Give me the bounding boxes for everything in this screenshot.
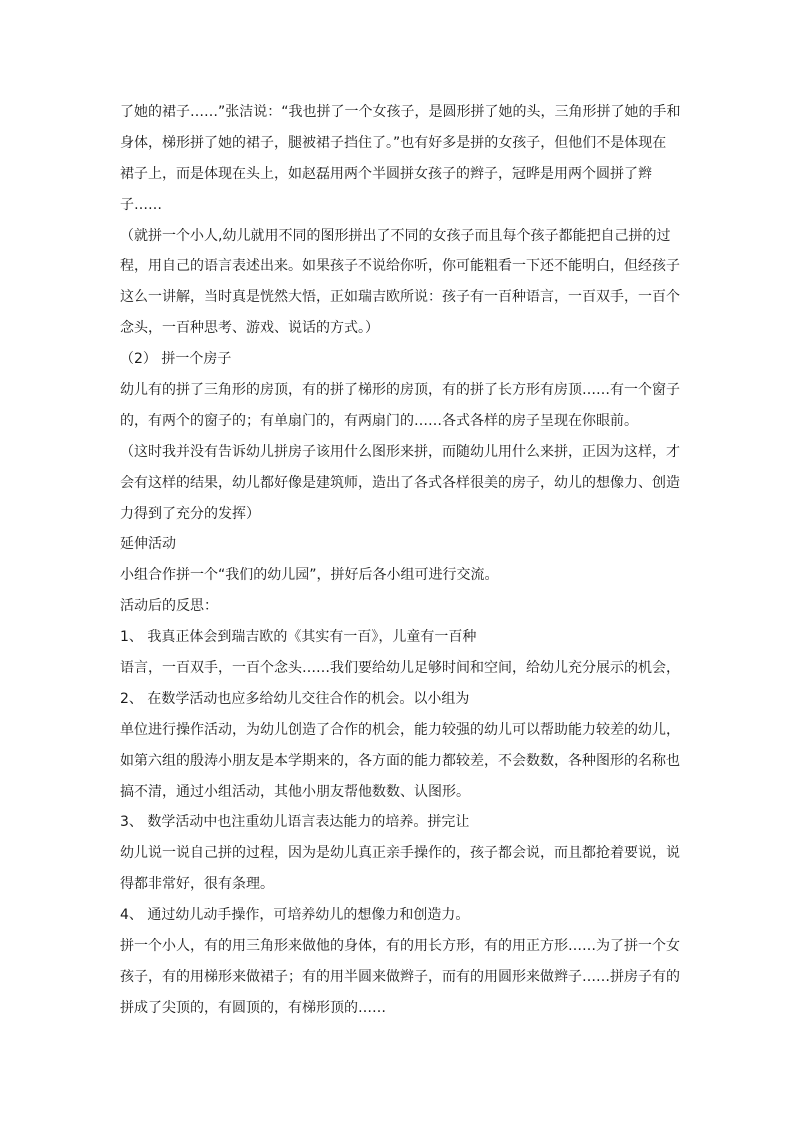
- text-line: 拼一个小人，有的用三角形来做他的身体，有的用长方形，有的用正方形……为了拼一个女: [120, 938, 680, 955]
- list-item: 3、 数学活动中也注重幼儿语言表达能力的培养。拼完让: [120, 814, 470, 831]
- text-line: 念头，一百种思考、游戏、说话的方式。）: [120, 320, 379, 337]
- text-line: 小组合作拼一个“我们的幼儿园”，拼好后各小组可进行交流。: [120, 567, 499, 584]
- text-line: 裙子上，而是体现在头上，如赵磊用两个半圆拼女孩子的辫子，冠晔是用两个圆拼了辫: [120, 165, 652, 182]
- text-line: 如第六组的殷涛小朋友是本学期来的，各方面的能力都较差，不会数数，各种图形的名称也: [120, 752, 680, 769]
- text-line: 了她的裙子……”张洁说：“我也拼了一个女孩子，是圆形拼了她的头，三角形拼了她的手和: [120, 104, 681, 120]
- text-line: （这时我并没有告诉幼儿拼房子该用什么图形来拼，而随幼儿用什么来拼，正因为这样，才: [120, 443, 680, 460]
- list-item: 2、 在数学活动也应多给幼儿交往合作的机会。以小组为: [120, 690, 470, 707]
- text-line: 力得到了充分的发挥）: [120, 505, 260, 522]
- text-line: 得都非常好，很有条理。: [120, 876, 274, 893]
- text-line: 子……: [120, 196, 162, 213]
- text-line: 这么一讲解，当时真是恍然大悟，正如瑞吉欧所说：孩子有一百种语言，一百双手，一百个: [120, 289, 680, 306]
- section-heading: （2） 拼一个房子: [120, 351, 232, 368]
- text-line: 程，用自己的语言表述出来。如果孩子不说给你听，你可能粗看一下还不能明白，但经孩子: [120, 258, 680, 275]
- text-line: （就拼一个小人,幼儿就用不同的图形拼出了不同的女孩子而且每个孩子都能把自己拼的过: [120, 227, 671, 244]
- text-line: 语言，一百双手，一百个念头……我们要给幼儿足够时间和空间，给幼儿充分展示的机会，: [120, 660, 680, 677]
- text-line: 的，有两个的窗子的；有单扇门的，有两扇门的……各式各样的房子呈现在你眼前。: [120, 412, 638, 429]
- text-line: 幼儿有的拼了三角形的房顶，有的拼了梯形的房顶，有的拼了长方形有房顶……有一个窗子: [120, 382, 680, 399]
- list-item: 4、 通过幼儿动手操作，可培养幼儿的想像力和创造力。: [120, 907, 470, 924]
- text-line: 幼儿说一说自己拼的过程，因为是幼儿真正亲手操作的，孩子都会说，而且都抢着要说，说: [120, 845, 680, 862]
- text-line: 身体，梯形拼了她的裙子，腿被裙子挡住了。”也有好多是拼的女孩子，但他们不是体现在: [120, 134, 667, 151]
- text-line: 孩子，有的用梯形来做裙子；有的用半圆来做辫子，而有的用圆形来做辫子……拼房子有的: [120, 968, 680, 985]
- list-item: 1、 我真正体会到瑞吉欧的《其实有一百》，儿童有一百种: [120, 629, 477, 646]
- text-line: 拼成了尖顶的，有圆顶的，有梯形顶的……: [120, 999, 386, 1016]
- text-line: 单位进行操作活动，为幼儿创造了合作的机会，能力较强的幼儿可以帮助能力较差的幼儿，: [120, 721, 680, 738]
- section-heading: 延伸活动: [120, 536, 176, 553]
- document-body: [120, 97, 680, 1024]
- text-line: 搞不清，通过小组活动，其他小朋友帮他数数、认图形。: [120, 783, 470, 800]
- text-line: 会有这样的结果，幼儿都好像是建筑师，造出了各式各样很美的房子，幼儿的想像力、创造: [120, 474, 680, 491]
- section-heading: 活动后的反思：: [120, 598, 218, 615]
